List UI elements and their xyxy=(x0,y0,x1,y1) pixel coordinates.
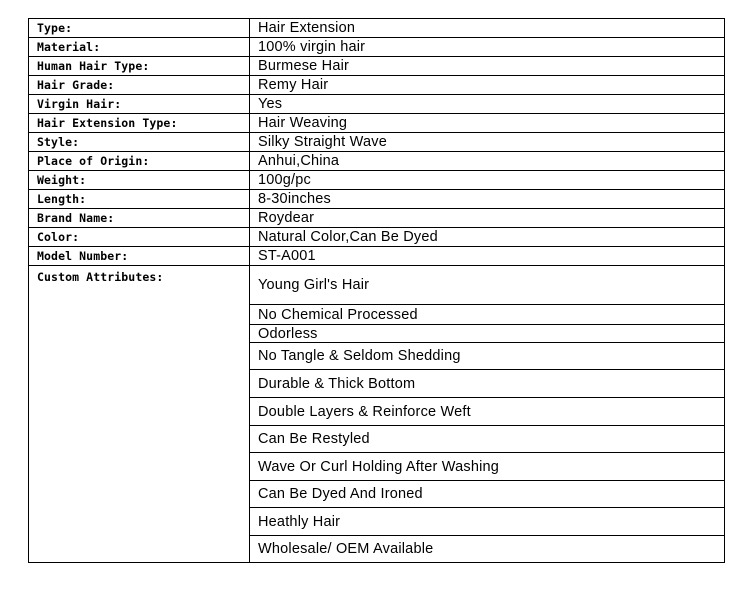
custom-attribute-value: Wholesale/ OEM Available xyxy=(250,536,725,563)
spec-label: Hair Grade: xyxy=(29,76,250,95)
spec-label: Type: xyxy=(29,19,250,38)
spec-row xyxy=(29,228,725,247)
custom-attribute-value: Odorless xyxy=(250,325,725,343)
custom-attribute-value: No Chemical Processed xyxy=(250,305,725,325)
spec-label: Brand Name: xyxy=(29,209,250,228)
spec-row xyxy=(29,152,725,171)
spec-value: Hair Extension xyxy=(250,19,725,38)
spec-value: Remy Hair xyxy=(250,76,725,95)
spec-value: 8-30inches xyxy=(250,190,725,209)
custom-attribute-value: Heathly Hair xyxy=(250,508,725,536)
spec-label: Hair Extension Type: xyxy=(29,114,250,133)
spec-label: Human Hair Type: xyxy=(29,57,250,76)
spec-row xyxy=(29,95,725,114)
spec-row xyxy=(29,38,725,57)
spec-value: Anhui,China xyxy=(250,152,725,171)
product-spec-table xyxy=(28,18,725,563)
spec-value: 100g/pc xyxy=(250,171,725,190)
spec-label: Length: xyxy=(29,190,250,209)
custom-attribute-value: Double Layers & Reinforce Weft xyxy=(250,398,725,426)
custom-attribute-value: Young Girl's Hair xyxy=(250,266,725,305)
custom-attribute-row xyxy=(29,266,725,305)
custom-attribute-value: No Tangle & Seldom Shedding xyxy=(250,343,725,370)
spec-label: Color: xyxy=(29,228,250,247)
spec-row xyxy=(29,57,725,76)
spec-value: ST-A001 xyxy=(250,247,725,266)
spec-row xyxy=(29,190,725,209)
spec-row xyxy=(29,247,725,266)
spec-label: Place of Origin: xyxy=(29,152,250,171)
spec-label: Weight: xyxy=(29,171,250,190)
custom-attribute-value: Can Be Dyed And Ironed xyxy=(250,481,725,508)
spec-row xyxy=(29,171,725,190)
spec-row xyxy=(29,209,725,228)
spec-row xyxy=(29,114,725,133)
spec-value: Hair Weaving xyxy=(250,114,725,133)
custom-attribute-value: Wave Or Curl Holding After Washing xyxy=(250,453,725,481)
spec-label: Style: xyxy=(29,133,250,152)
spec-row xyxy=(29,19,725,38)
spec-value: Burmese Hair xyxy=(250,57,725,76)
custom-attribute-value: Durable & Thick Bottom xyxy=(250,370,725,398)
spec-row xyxy=(29,76,725,95)
spec-label: Model Number: xyxy=(29,247,250,266)
spec-value: Natural Color,Can Be Dyed xyxy=(250,228,725,247)
spec-value: Yes xyxy=(250,95,725,114)
spec-label: Material: xyxy=(29,38,250,57)
spec-value: Silky Straight Wave xyxy=(250,133,725,152)
spec-value: Roydear xyxy=(250,209,725,228)
custom-attributes-label: Custom Attributes: xyxy=(29,266,250,563)
custom-attribute-value: Can Be Restyled xyxy=(250,426,725,453)
spec-label: Virgin Hair: xyxy=(29,95,250,114)
spec-value: 100% virgin hair xyxy=(250,38,725,57)
spec-row xyxy=(29,133,725,152)
